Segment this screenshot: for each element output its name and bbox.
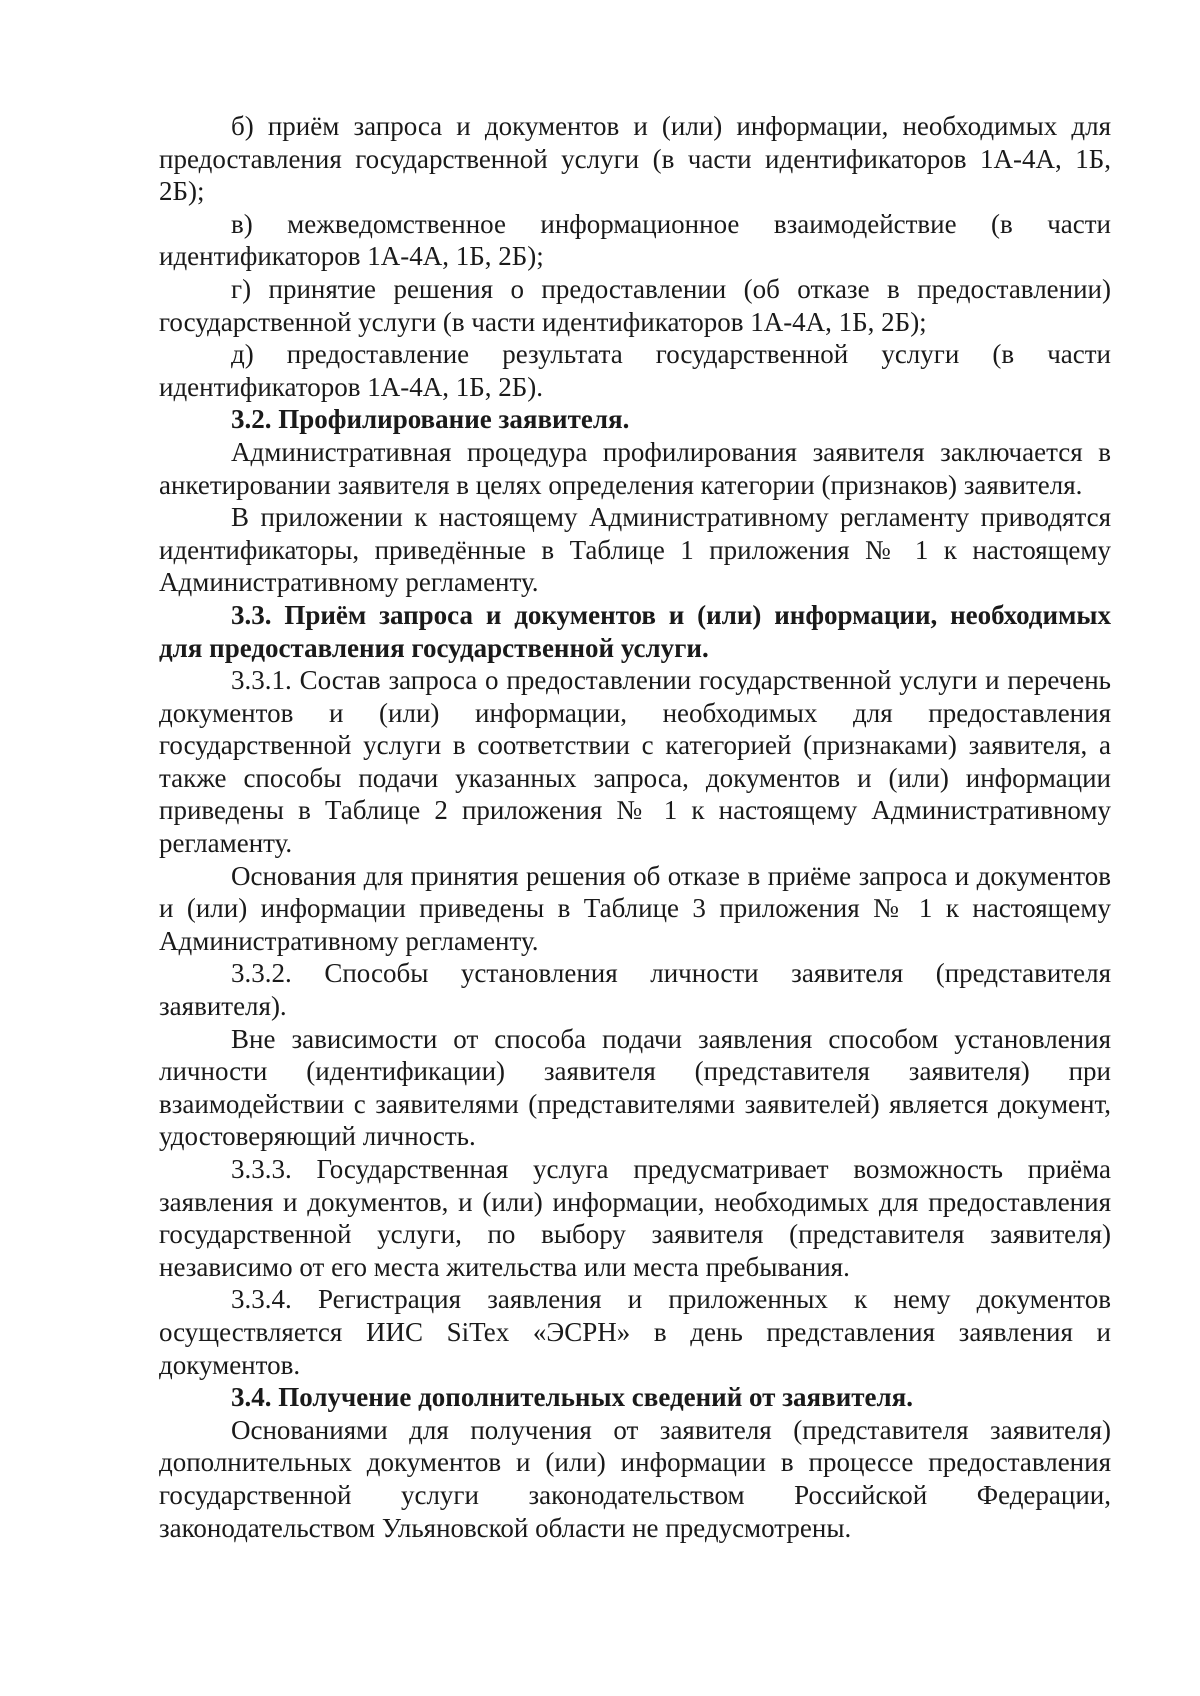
paragraph-profiling: Административная процедура профилирования заявителя заключается в анкетировании заявителя в целях определения категории (признаков) заявителя. (159, 436, 1111, 500)
paragraph-additional-info: Основаниями для получения от заявителя (представителя заявителя) дополнительных документов и (или) информации в процессе предоставления государственной услуги законодательством Российской Федерации, законодательством Ульяновской области не предусмотрены. (159, 1414, 1111, 1543)
paragraph-item-g: г) принятие решения о предоставлении (об отказе в предоставлении) государственной услуги (в части идентификаторов 1А-4А, 1Б, 2Б); (159, 273, 1111, 337)
paragraph-identifiers: В приложении к настоящему Административному регламенту приводятся идентификаторы, приведённые в Таблице 1 приложения № 1 к настоящему Административному регламенту. (159, 502, 1111, 598)
paragraph-3-3-1: 3.3.1. Состав запроса о предоставлении государственной услуги и перечень документов и (или) информации, необходимых для предоставления государственной услуги в соответствии с категорией (признаками) заявителя, а также способы подачи указанных запроса, документов и (или) информации приведены в Таблице 2 приложения № 1 к настоящему Административному регламенту. (159, 665, 1111, 859)
paragraph-item-b: б) приём запроса и документов и (или) информации, необходимых для предоставления государственной услуги (в части идентификаторов 1А-4А, 1Б, 2Б); (159, 111, 1111, 207)
paragraph-3-3-4: 3.3.4. Регистрация заявления и приложенных к нему документов осуществляется ИИС SiTex «ЭСРН» в день представления заявления и документов. (159, 1284, 1111, 1380)
paragraph-refusal-grounds: Основания для принятия решения об отказе в приёме запроса и документов и (или) информации приведены в Таблице 3 приложения № 1 к настоящему Административному регламенту. (159, 860, 1111, 956)
section-heading-3-3: 3.3. Приём запроса и документов и (или) информации, необходимых для предоставления государственной услуги. (159, 599, 1111, 663)
section-heading-3-4: 3.4. Получение дополнительных сведений от заявителя. (231, 1382, 914, 1413)
section-heading-3-2: 3.2. Профилирование заявителя. (231, 404, 630, 435)
paragraph-3-3-2: 3.3.2. Способы установления личности заявителя (представителя заявителя). (159, 958, 1111, 1022)
paragraph-3-3-3: 3.3.3. Государственная услуга предусматривает возможность приёма заявления и документов, и (или) информации, необходимых для предоставления государственной услуги, по выбору заявителя (представителя заявителя) независимо от его места жительства или места пребывания. (159, 1154, 1111, 1282)
paragraph-item-d: д) предоставление результата государственной услуги (в части идентификаторов 1А-4А, 1Б, 2Б). (159, 339, 1111, 402)
paragraph-identity-document: Вне зависимости от способа подачи заявления способом установления личности (идентификации) заявителя (представителя заявителя) при взаимодействии с заявителями (представителями заявителей) является документ, удостоверяющий личность. (159, 1023, 1111, 1152)
paragraph-item-v: в) межведомственное информационное взаимодействие (в части идентификаторов 1А-4А, 1Б, 2Б); (159, 208, 1111, 272)
